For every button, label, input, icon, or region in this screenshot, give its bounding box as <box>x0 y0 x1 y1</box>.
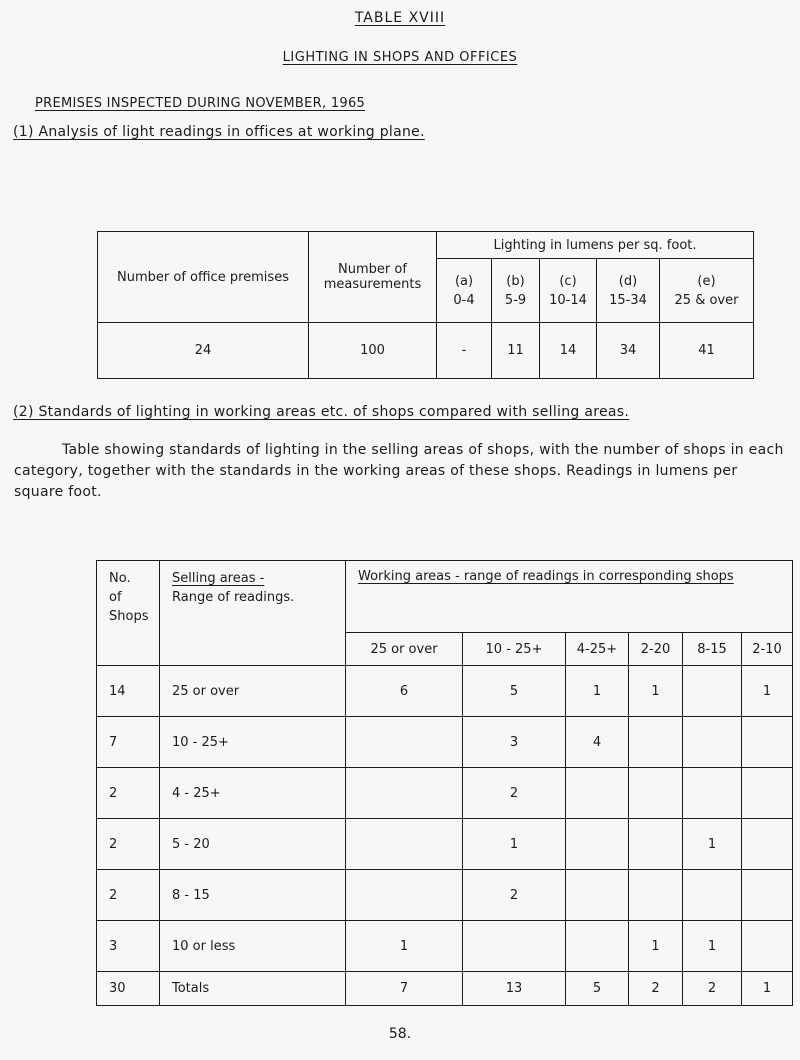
table-cell <box>463 921 566 972</box>
working-col-header: 2-10 <box>742 633 793 666</box>
table-cell: 14 <box>540 323 597 379</box>
table-cell: 3 <box>97 921 160 972</box>
table-cell: 1 <box>346 921 463 972</box>
table-cell <box>683 666 742 717</box>
table-cell <box>683 717 742 768</box>
table-cell: 34 <box>597 323 660 379</box>
table-cell: 7 <box>346 972 463 1006</box>
table-cell: 1 <box>629 921 683 972</box>
table-cell <box>566 819 629 870</box>
table-cell: 2 <box>97 768 160 819</box>
table-cell: 2 <box>97 870 160 921</box>
working-col-header: 25 or over <box>346 633 463 666</box>
table-cell: 2 <box>683 972 742 1006</box>
premises-heading: PREMISES INSPECTED DURING NOVEMBER, 1965 <box>35 96 366 111</box>
table-cell: 1 <box>742 666 793 717</box>
table-cell: 10 or less <box>160 921 346 972</box>
table-row <box>97 819 793 870</box>
table-cell <box>566 921 629 972</box>
band-b: (b) 5-9 <box>492 259 540 323</box>
table-cell: 1 <box>683 819 742 870</box>
table-cell: 1 <box>742 972 793 1006</box>
table-row <box>97 921 793 972</box>
table-cell: 24 <box>98 323 309 379</box>
table-cell <box>742 921 793 972</box>
table-cell: - <box>437 323 492 379</box>
table-title: TABLE XVIII <box>354 10 446 26</box>
table-row <box>97 717 793 768</box>
table-cell: 1 <box>566 666 629 717</box>
header-measurements: Number of measurements <box>309 232 437 323</box>
table-cell <box>742 870 793 921</box>
table-cell: 11 <box>492 323 540 379</box>
table-cell <box>566 768 629 819</box>
table-cell: 30 <box>97 972 160 1006</box>
table-cell: 7 <box>97 717 160 768</box>
table-cell: 6 <box>346 666 463 717</box>
header-no-of-shops: No. of Shops <box>97 561 160 666</box>
table-cell: 1 <box>463 819 566 870</box>
band-a: (a) 0-4 <box>437 259 492 323</box>
table-cell: 25 or over <box>160 666 346 717</box>
table-cell <box>629 717 683 768</box>
band-d: (d) 15-34 <box>597 259 660 323</box>
table-cell: 3 <box>463 717 566 768</box>
document-subtitle: LIGHTING IN SHOPS AND OFFICES <box>282 50 518 65</box>
shop-lighting-table <box>96 560 793 1006</box>
table-cell: 1 <box>629 666 683 717</box>
table-cell: 8 - 15 <box>160 870 346 921</box>
totals-row <box>97 972 793 1006</box>
page-number: 58. <box>388 1026 412 1042</box>
working-col-header: 2-20 <box>629 633 683 666</box>
table-row <box>97 768 793 819</box>
table-cell <box>629 768 683 819</box>
table-cell: 5 - 20 <box>160 819 346 870</box>
header-lighting: Lighting in lumens per sq. foot. <box>437 232 754 259</box>
description-paragraph: Table showing standards of lighting in the selling areas of shops, with the number of shops in each category, together with the standards in the working areas of these shops. Readings in lumens per square foot. <box>14 442 784 500</box>
header-selling-areas: Selling areas - Range of readings. <box>160 561 346 666</box>
band-e: (e) 25 & over <box>660 259 754 323</box>
section-1-heading: (1) Analysis of light readings in offices at working plane. <box>13 124 425 140</box>
table-cell: 4 - 25+ <box>160 768 346 819</box>
table-row <box>97 666 793 717</box>
working-col-header: 10 - 25+ <box>463 633 566 666</box>
table-cell: 100 <box>309 323 437 379</box>
office-lighting-table <box>97 231 754 379</box>
table-cell <box>629 819 683 870</box>
band-c: (c) 10-14 <box>540 259 597 323</box>
working-col-header: 8-15 <box>683 633 742 666</box>
table-cell: 5 <box>566 972 629 1006</box>
header-working-areas: Working areas - range of readings in corresponding shops <box>346 561 793 633</box>
table-cell: 2 <box>463 768 566 819</box>
section-2-heading: (2) Standards of lighting in working areas etc. of shops compared with selling areas. <box>13 404 630 420</box>
table-cell: 41 <box>660 323 754 379</box>
table-row <box>97 870 793 921</box>
table-row <box>98 323 754 379</box>
table-cell: 2 <box>463 870 566 921</box>
header-office-premises: Number of office premises <box>98 232 309 323</box>
table-cell: 13 <box>463 972 566 1006</box>
working-col-header: 4-25+ <box>566 633 629 666</box>
table-cell <box>346 768 463 819</box>
table-cell: Totals <box>160 972 346 1006</box>
table-cell <box>683 768 742 819</box>
table-cell <box>683 870 742 921</box>
table-cell: 10 - 25+ <box>160 717 346 768</box>
table-cell: 1 <box>683 921 742 972</box>
table-cell: 2 <box>97 819 160 870</box>
table-cell: 14 <box>97 666 160 717</box>
table-cell <box>742 819 793 870</box>
table-cell <box>742 717 793 768</box>
table-cell: 5 <box>463 666 566 717</box>
table-cell <box>566 870 629 921</box>
table-cell: 4 <box>566 717 629 768</box>
table-cell <box>742 768 793 819</box>
table-cell <box>346 717 463 768</box>
table-cell <box>346 819 463 870</box>
table-cell: 2 <box>629 972 683 1006</box>
table-cell <box>629 870 683 921</box>
table-cell <box>346 870 463 921</box>
